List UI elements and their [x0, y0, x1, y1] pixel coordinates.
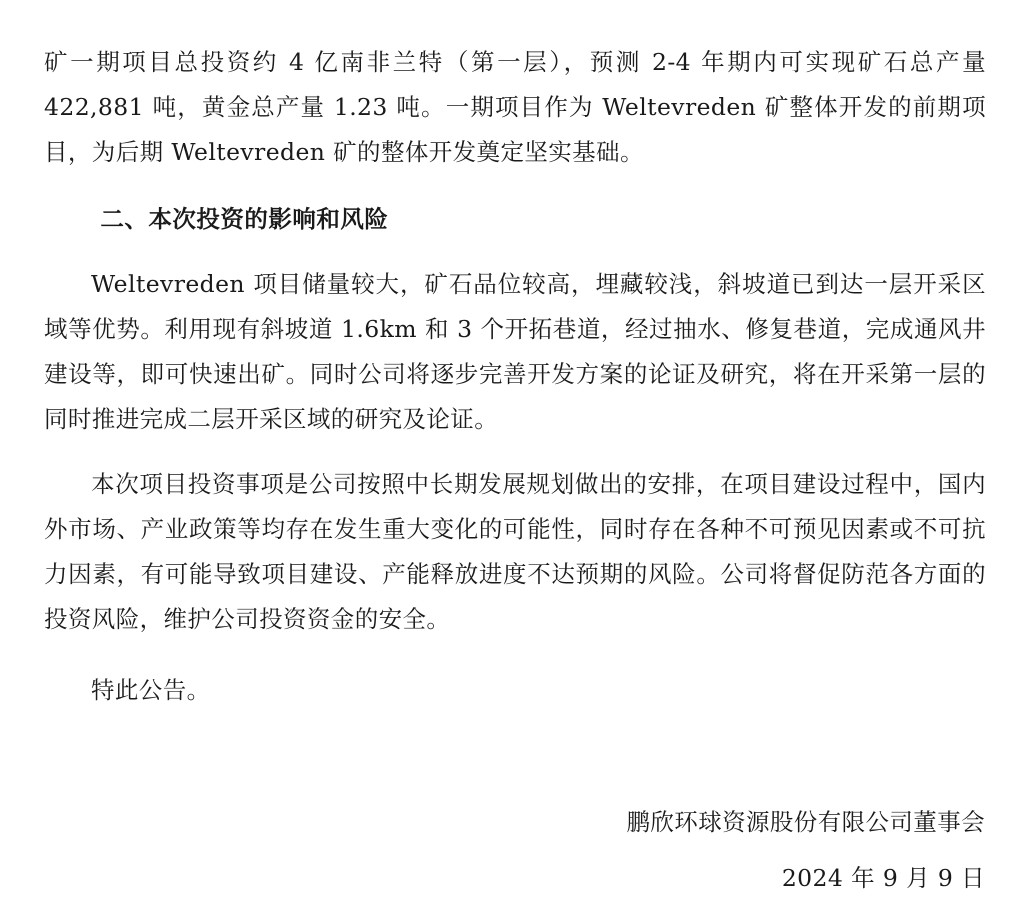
signature-date: 2024 年 9 月 9 日	[781, 864, 985, 892]
signature-company: 鹏欣环球资源股份有限公司董事会	[626, 808, 985, 836]
risks-paragraph: 本次项目投资事项是公司按照中长期发展规划做出的安排，在项目建设过程中，国内外市场、产业政策等均存在发生重大变化的可能性，同时存在各种不可预见因素或不可抗力因素，有可能导致项目建设、产能释放进度不达预期的风险。公司将督促防范各方面的投资风险，维护公司投资资金的安全。	[44, 470, 986, 633]
announcement-body	[44, 40, 986, 713]
section-heading: 二、本次投资的影响和风险	[100, 205, 389, 233]
spacer	[44, 442, 986, 462]
spacer	[44, 175, 986, 197]
spacer	[44, 242, 986, 262]
advantages-paragraph: Weltevreden 项目储量较大，矿石品位较高，埋藏较浅，斜坡道已到达一层开采区域等优势。利用现有斜坡道 1.6km 和 3 个开拓巷道，经过抽水、修复巷道，完成通风井建设等，即可快速出矿。同时公司将逐步完善开发方案的论证及研究，将在开采第一层的同时推进完成二层开采区域的研究及论证。	[44, 270, 986, 433]
closing-text: 特此公告。	[91, 676, 211, 704]
intro-paragraph: 矿一期项目总投资约 4 亿南非兰特（第一层），预测 2-4 年期内可实现矿石总产量 422,881 吨，黄金总产量 1.23 吨。一期项目作为 Weltevreden 矿整体开发的前期项目，为后期 Weltevreden 矿的整体开发奠定坚实基础。	[44, 48, 986, 166]
spacer	[44, 642, 986, 668]
